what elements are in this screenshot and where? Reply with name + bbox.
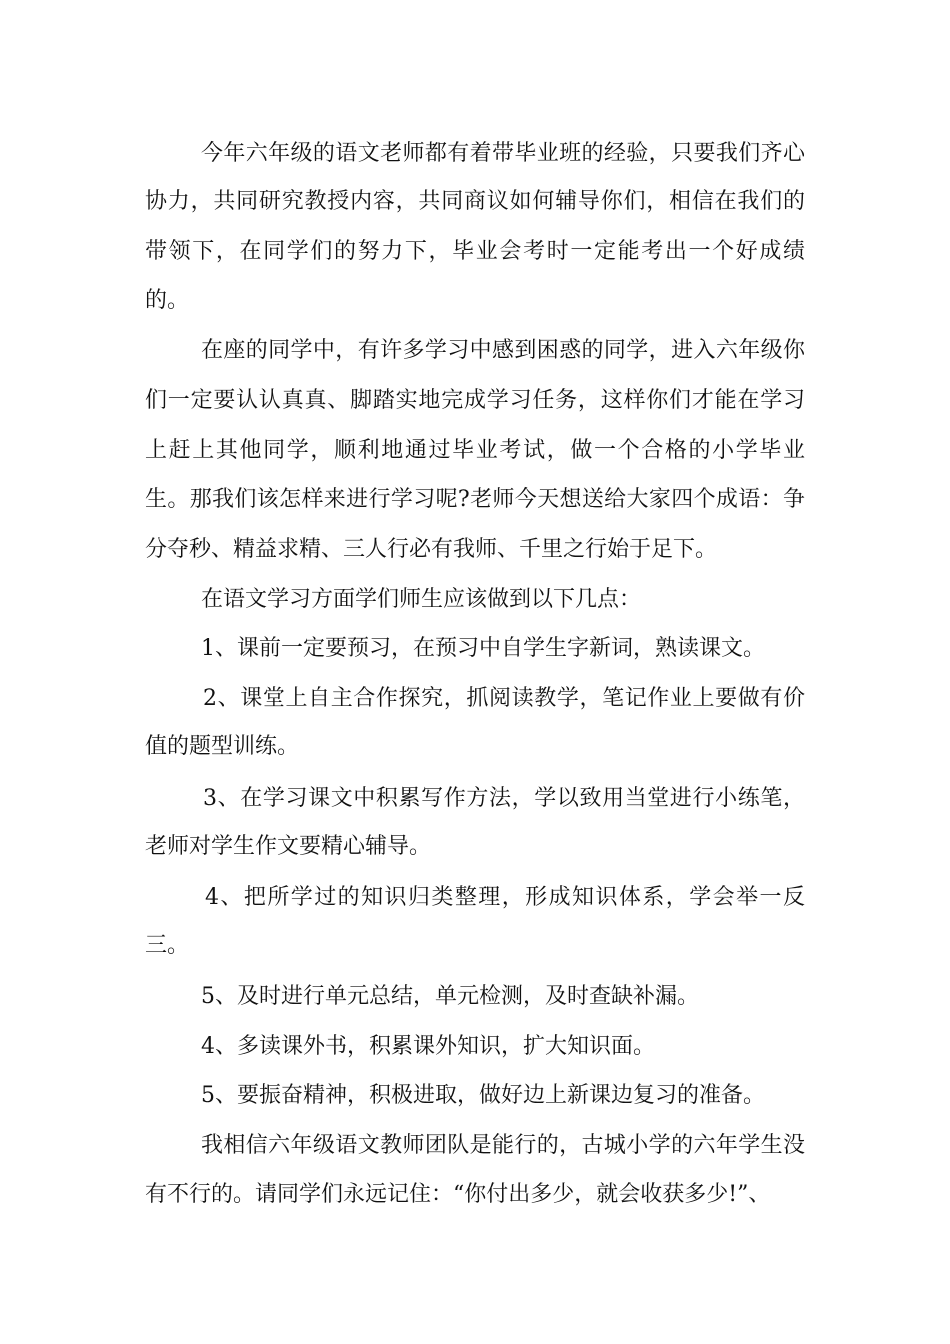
paragraph-2-line-4: 生。那我们该怎样来进行学习呢?老师今天想送给大家四个成语：争: [145, 487, 805, 512]
paragraph-4-line-1: 我相信六年级语文教师团队是能行的，古城小学的六年学生没: [201, 1133, 805, 1158]
list-item-3-line-1: 3、在学习课文中积累写作方法，学以致用当堂进行小练笔，: [203, 786, 805, 811]
list-item-3-line-2: 老师对学生作文要精心辅导。: [145, 834, 432, 859]
paragraph-2-line-2: 们一定要认认真真、脚踏实地完成学习任务，这样你们才能在学习: [145, 388, 805, 413]
list-item-4-line-2: 三。: [145, 933, 190, 958]
paragraph-1-line-4: 的。: [145, 288, 190, 313]
list-item-7: 5、要振奋精神，积极进取，做好边上新课边复习的准备。: [201, 1083, 765, 1108]
list-item-2-line-2: 值的题型训练。: [145, 734, 300, 759]
paragraph-1-line-2: 协力，共同研究教授内容，共同商议如何辅导你们，相信在我们的: [145, 189, 805, 214]
paragraph-2-line-5: 分夺秒、精益求精、三人行必有我师、千里之行始于足下。: [145, 537, 718, 562]
list-item-5: 5、及时进行单元总结，单元检测，及时查缺补漏。: [201, 984, 699, 1009]
list-item-6: 4、多读课外书，积累课外知识，扩大知识面。: [201, 1034, 655, 1059]
paragraph-1-line-3: 带领下，在同学们的努力下，毕业会考时一定能考出一个好成绩: [145, 239, 805, 264]
paragraph-3-line-1: 在语文学习方面学们师生应该做到以下几点：: [201, 587, 642, 612]
list-item-4-line-1: 4、把所学过的知识归类整理，形成知识体系，学会举一反: [205, 885, 805, 910]
paragraph-1-line-1: 今年六年级的语文老师都有着带毕业班的经验，只要我们齐心: [201, 141, 805, 166]
list-item-1: 1、课前一定要预习，在预习中自学生字新词，熟读课文。: [201, 636, 765, 661]
paragraph-4-line-2: 有不行的。请同学们永远记住：“你付出多少，就会收获多少!”、: [145, 1182, 771, 1207]
paragraph-2-line-1: 在座的同学中，有许多学习中感到困惑的同学，进入六年级你: [201, 338, 805, 363]
paragraph-2-line-3: 上赶上其他同学，顺利地通过毕业考试，做一个合格的小学毕业: [145, 438, 805, 463]
list-item-2-line-1: 2、课堂上自主合作探究，抓阅读教学，笔记作业上要做有价: [203, 686, 805, 711]
